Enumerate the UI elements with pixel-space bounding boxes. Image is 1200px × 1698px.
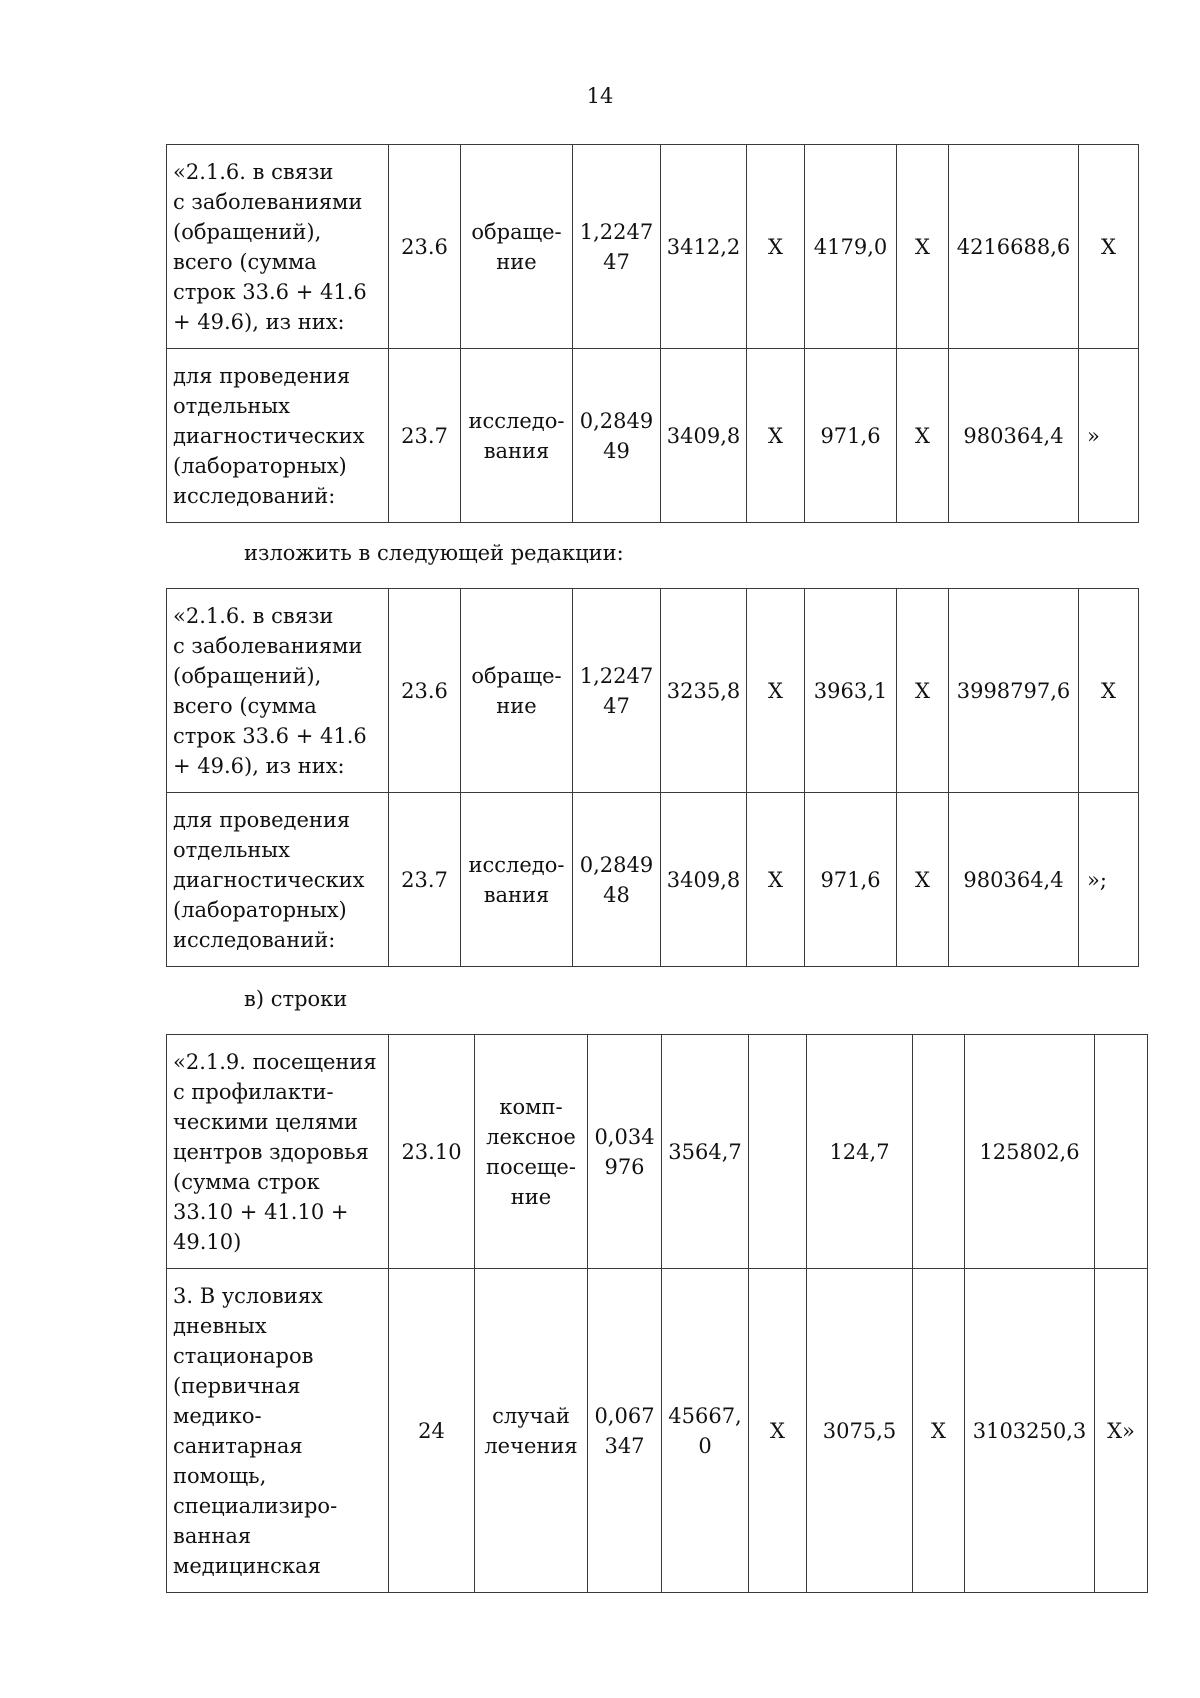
per-capita: 3963,1 bbox=[813, 678, 888, 703]
cost-norm: 3235,8 bbox=[666, 678, 741, 703]
total-cell bbox=[949, 589, 1079, 793]
per-capita-cell bbox=[805, 589, 897, 793]
row-code: 24 bbox=[418, 1418, 445, 1443]
volume-norm: 0,2849 48 bbox=[579, 852, 654, 907]
x-mark: X bbox=[1101, 678, 1116, 703]
unit: исследо- вания bbox=[468, 408, 565, 463]
x-mark: X bbox=[1101, 234, 1116, 259]
table-row bbox=[167, 349, 1139, 523]
x-cell bbox=[747, 349, 805, 523]
row-name: «2.1.6. в связи с заболеваниями (обращений), всего (сумма строк 33.6 + 41.6 + 49.6), из них: bbox=[173, 604, 367, 778]
unit-cell bbox=[475, 1035, 588, 1269]
total-cell bbox=[965, 1035, 1095, 1269]
per-capita: 971,6 bbox=[820, 867, 881, 892]
table-row bbox=[167, 589, 1139, 793]
per-capita-cell bbox=[805, 793, 897, 967]
row-name: для проведения отдельных диагностических (лабораторных) исследований: bbox=[173, 808, 365, 952]
row-code-cell bbox=[389, 349, 461, 523]
x-mark: X bbox=[915, 867, 930, 892]
paragraph-new-wording: изложить в следующей редакции: bbox=[244, 541, 624, 565]
total: 3103250,3 bbox=[972, 1418, 1087, 1443]
row-name: «2.1.9. посещения с профилакти- ческими целями центров здоровья (сумма строк 33.10 + 41.10 + 49.10) bbox=[173, 1050, 377, 1254]
cost-norm: 45667, 0 bbox=[668, 1403, 742, 1458]
x-mark: X bbox=[768, 234, 783, 259]
volume-norm: 1,2247 47 bbox=[579, 219, 654, 274]
per-capita-cell bbox=[807, 1269, 913, 1593]
volume-norm-cell bbox=[573, 589, 661, 793]
x-cell bbox=[749, 1269, 807, 1593]
x-mark: X bbox=[915, 423, 930, 448]
total: 980364,4 bbox=[963, 867, 1064, 892]
volume-norm-cell bbox=[573, 349, 661, 523]
x-mark: X bbox=[768, 423, 783, 448]
page-number: 14 bbox=[586, 84, 614, 108]
cost-norm: 3409,8 bbox=[666, 423, 741, 448]
x-cell bbox=[897, 793, 949, 967]
per-capita: 971,6 bbox=[820, 423, 881, 448]
row-name: 3. В условиях дневных стационаров (первичная медико- санитарная помощь, специализиро- ванная медицинская bbox=[173, 1284, 338, 1578]
cost-norm: 3409,8 bbox=[666, 867, 741, 892]
table-row bbox=[167, 1035, 1148, 1269]
table-rows bbox=[166, 1034, 1148, 1593]
x-cell bbox=[1079, 145, 1139, 349]
volume-norm-cell bbox=[573, 145, 661, 349]
row-name-cell bbox=[167, 793, 389, 967]
total-cell bbox=[965, 1269, 1095, 1593]
row-name: для проведения отдельных диагностических (лабораторных) исследований: bbox=[173, 364, 365, 508]
cost-norm-cell bbox=[661, 145, 747, 349]
x-mark: X bbox=[915, 678, 930, 703]
unit: обраще- ние bbox=[471, 663, 562, 718]
volume-norm: 0,2849 49 bbox=[579, 408, 654, 463]
closing-quote-cell bbox=[1079, 349, 1139, 523]
x-closing-mark: X» bbox=[1107, 1418, 1135, 1443]
row-code-cell bbox=[389, 1269, 475, 1593]
total: 3998797,6 bbox=[956, 678, 1071, 703]
table-new-values bbox=[166, 588, 1139, 967]
volume-norm: 1,2247 47 bbox=[579, 663, 654, 718]
total-cell bbox=[949, 349, 1079, 523]
row-name-cell bbox=[167, 145, 389, 349]
row-code-cell bbox=[389, 793, 461, 967]
row-name-cell bbox=[167, 1035, 389, 1269]
row-code: 23.6 bbox=[401, 234, 448, 259]
row-code: 23.6 bbox=[401, 678, 448, 703]
per-capita-cell bbox=[805, 349, 897, 523]
table-row bbox=[167, 1269, 1148, 1593]
x-closing-cell bbox=[1095, 1269, 1148, 1593]
per-capita-cell bbox=[807, 1035, 913, 1269]
x-cell bbox=[747, 793, 805, 967]
row-code: 23.10 bbox=[401, 1139, 462, 1164]
row-code-cell bbox=[389, 145, 461, 349]
unit-cell bbox=[461, 589, 573, 793]
x-cell bbox=[913, 1269, 965, 1593]
volume-norm-cell bbox=[573, 793, 661, 967]
cost-norm: 3412,2 bbox=[666, 234, 741, 259]
volume-norm-cell bbox=[588, 1269, 662, 1593]
cost-norm-cell bbox=[661, 793, 747, 967]
unit-cell bbox=[461, 793, 573, 967]
empty-cell bbox=[749, 1035, 807, 1269]
row-code-cell bbox=[389, 1035, 475, 1269]
cost-norm-cell bbox=[662, 1269, 749, 1593]
unit: случай лечения bbox=[484, 1403, 578, 1458]
per-capita: 124,7 bbox=[829, 1139, 890, 1164]
per-capita-cell bbox=[805, 145, 897, 349]
per-capita: 4179,0 bbox=[813, 234, 888, 259]
unit-cell bbox=[461, 349, 573, 523]
row-name: «2.1.6. в связи с заболеваниями (обращений), всего (сумма строк 33.6 + 41.6 + 49.6), из них: bbox=[173, 160, 367, 334]
unit: комп- лексное посеще- ние bbox=[486, 1094, 576, 1209]
volume-norm-cell bbox=[588, 1035, 662, 1269]
unit: исследо- вания bbox=[468, 852, 565, 907]
row-code-cell bbox=[389, 589, 461, 793]
x-mark: X bbox=[931, 1418, 946, 1443]
cost-norm-cell bbox=[661, 589, 747, 793]
cost-norm: 3564,7 bbox=[668, 1139, 742, 1164]
closing-quote: »; bbox=[1087, 867, 1107, 892]
volume-norm: 0,034 976 bbox=[594, 1124, 655, 1179]
x-mark: X bbox=[915, 234, 930, 259]
x-mark: X bbox=[770, 1418, 785, 1443]
cost-norm-cell bbox=[662, 1035, 749, 1269]
table-row bbox=[167, 793, 1139, 967]
row-name-cell bbox=[167, 589, 389, 793]
total-cell bbox=[949, 793, 1079, 967]
total: 125802,6 bbox=[979, 1139, 1080, 1164]
total: 4216688,6 bbox=[956, 234, 1071, 259]
table-old-values bbox=[166, 144, 1139, 523]
volume-norm: 0,067 347 bbox=[594, 1403, 655, 1458]
x-mark: X bbox=[768, 678, 783, 703]
x-mark: X bbox=[768, 867, 783, 892]
x-cell bbox=[747, 145, 805, 349]
total: 980364,4 bbox=[963, 423, 1064, 448]
unit-cell bbox=[461, 145, 573, 349]
x-cell bbox=[897, 589, 949, 793]
unit: обраще- ние bbox=[471, 219, 562, 274]
row-name-cell bbox=[167, 1269, 389, 1593]
x-cell bbox=[897, 349, 949, 523]
x-cell bbox=[1079, 589, 1139, 793]
per-capita: 3075,5 bbox=[822, 1418, 897, 1443]
empty-cell bbox=[1095, 1035, 1148, 1269]
closing-quote: » bbox=[1087, 423, 1100, 448]
paragraph-rows: в) строки bbox=[244, 987, 348, 1011]
cost-norm-cell bbox=[661, 349, 747, 523]
row-name-cell bbox=[167, 349, 389, 523]
empty-cell bbox=[913, 1035, 965, 1269]
total-cell bbox=[949, 145, 1079, 349]
x-cell bbox=[897, 145, 949, 349]
closing-quote-cell bbox=[1079, 793, 1139, 967]
row-code: 23.7 bbox=[401, 423, 448, 448]
row-code: 23.7 bbox=[401, 867, 448, 892]
unit-cell bbox=[475, 1269, 588, 1593]
x-cell bbox=[747, 589, 805, 793]
table-row bbox=[167, 145, 1139, 349]
